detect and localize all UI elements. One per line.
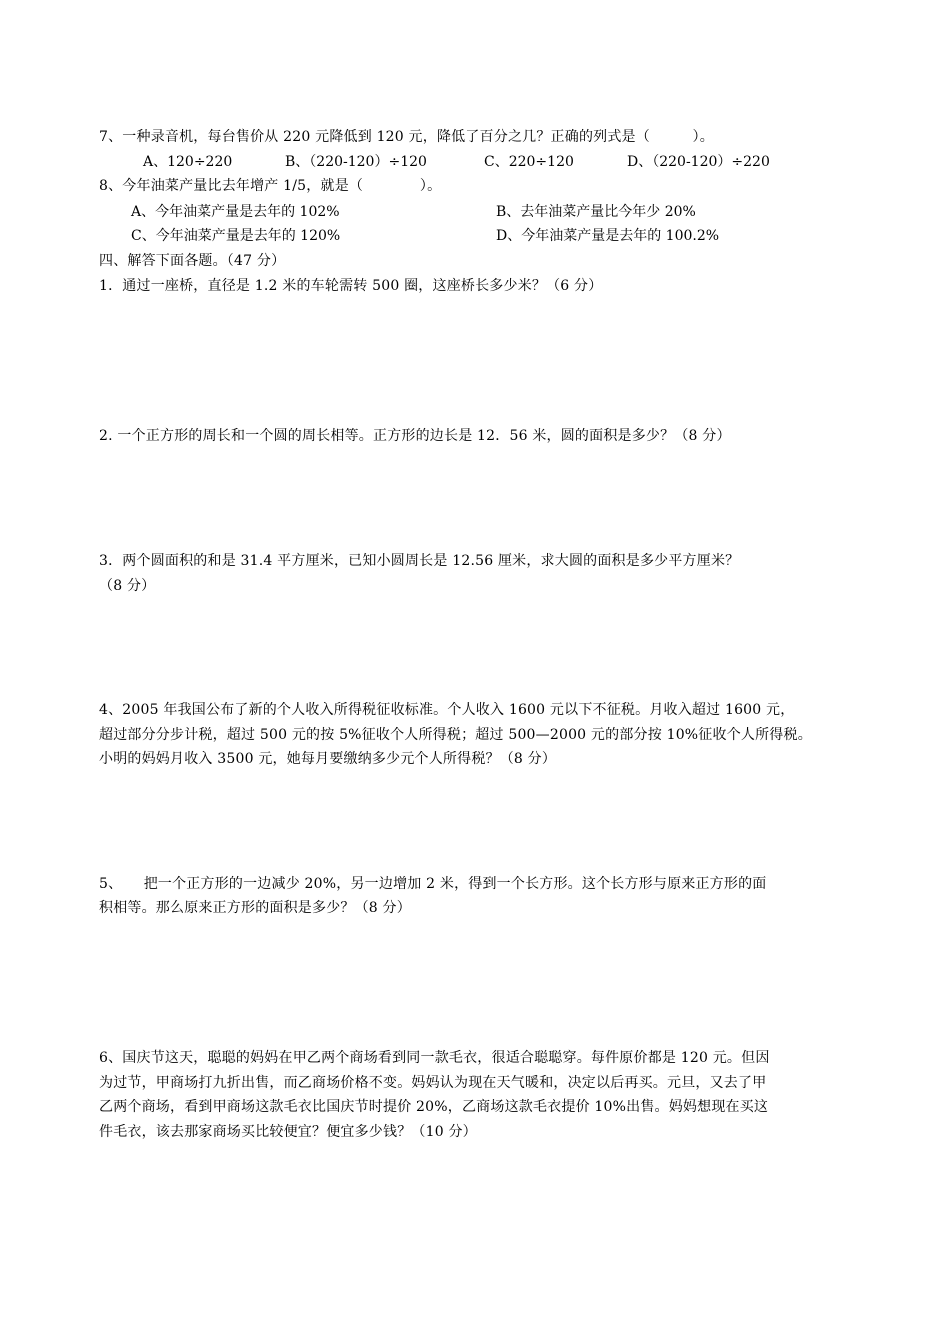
question-7-option-d: D、（220-120）÷220	[627, 154, 770, 170]
question-7-stem: 7、一种录音机，每台售价从 220 元降低到 120 元，降低了百分之几？正确的列式是（ ）。	[99, 129, 714, 145]
problem-4-line-3: 小明的妈妈月收入 3500 元，她每月要缴纳多少元个人所得税？（8 分）	[99, 751, 557, 767]
problem-1-line-1: 1．通过一座桥，直径是 1.2 米的车轮需转 500 圈，这座桥长多少米？（6 分）	[99, 278, 603, 294]
problem-5-line-2: 积相等。那么原来正方形的面积是多少？（8 分）	[99, 900, 411, 916]
problem-2-line-1: 2. 一个正方形的周长和一个圆的周长相等。正方形的边长是 12．56 米，圆的面积是多少？（8 分）	[99, 428, 731, 444]
problem-6-line-4: 件毛衣，该去那家商场买比较便宜？便宜多少钱？（10 分）	[99, 1124, 477, 1140]
question-7-option-c: C、220÷120	[484, 154, 574, 170]
problem-6-line-1: 6、国庆节这天，聪聪的妈妈在甲乙两个商场看到同一款毛衣，很适合聪聪穿。每件原价都是 120 元。但因	[99, 1050, 770, 1066]
question-8-option-c: C、今年油菜产量是去年的 120%	[131, 228, 341, 244]
problem-4-line-2: 超过部分分步计税，超过 500 元的按 5%征收个人所得税；超过 500—2000 元的部分按 10%征收个人所得税。	[99, 727, 812, 743]
question-8-option-a: A、今年油菜产量是去年的 102%	[131, 204, 340, 220]
problem-3-line-1: 3．两个圆面积的和是 31.4 平方厘米，已知小圆周长是 12.56 厘米，求大圆的面积是多少平方厘米？	[99, 553, 740, 569]
problem-6-line-2: 为过节，甲商场打九折出售，而乙商场价格不变。妈妈认为现在天气暖和，决定以后再买。元旦，又去了甲	[99, 1075, 767, 1091]
question-8-option-d: D、今年油菜产量是去年的 100.2%	[496, 228, 720, 244]
question-8-stem: 8、今年油菜产量比去年增产 1/5，就是（ ）。	[99, 178, 442, 194]
question-7-option-a: A、120÷220	[143, 154, 233, 170]
section-heading: 四、解答下面各题。（47 分）	[99, 253, 286, 269]
problem-3-line-2: （8 分）	[99, 578, 156, 594]
problem-6-line-3: 乙两个商场，看到甲商场这款毛衣比国庆节时提价 20%，乙商场这款毛衣提价 10%出售。妈妈想现在买这	[99, 1099, 769, 1115]
problem-4-line-1: 4、2005 年我国公布了新的个人收入所得税征收标准。个人收入 1600 元以下不征税。月收入超过 1600 元，	[99, 702, 795, 718]
problem-5-line-1: 5、 把一个正方形的一边减少 20%，另一边增加 2 米，得到一个长方形。这个长方形与原来正方形的面	[99, 876, 767, 892]
question-8-option-b: B、去年油菜产量比今年少 20%	[496, 204, 696, 220]
question-7-option-b: B、（220-120）÷120	[285, 154, 427, 170]
